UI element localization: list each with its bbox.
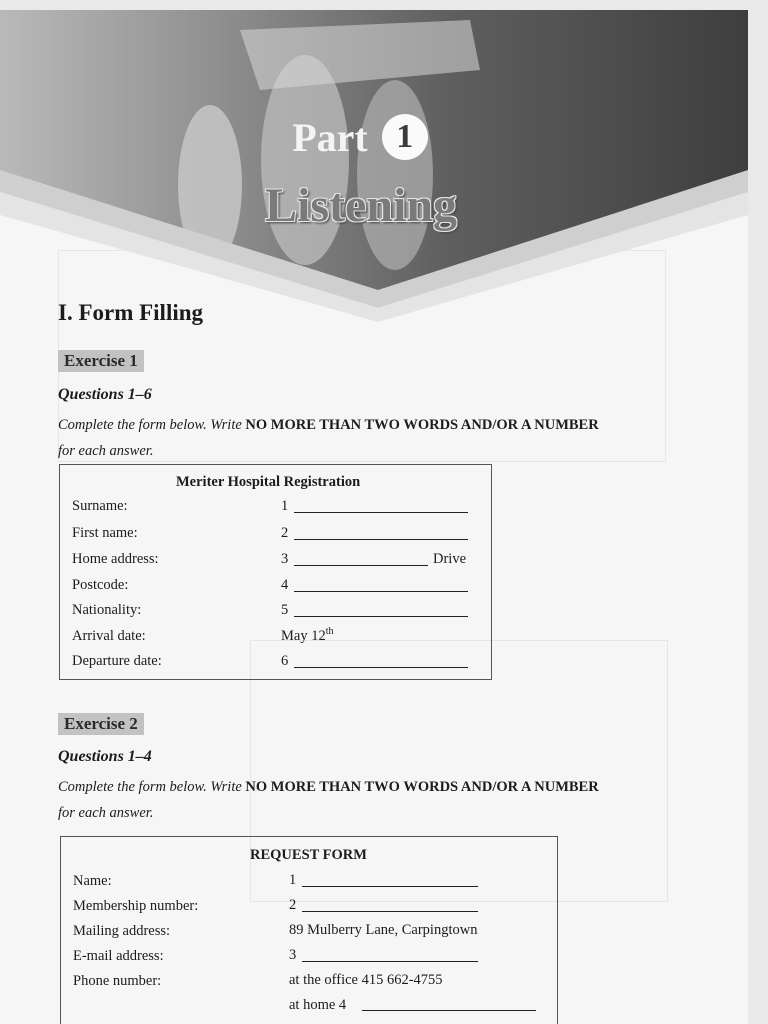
- textbook-page: [0, 10, 748, 1024]
- arrival-date-value: May 12th: [281, 626, 334, 644]
- instruction-tail: for each answer.: [58, 443, 154, 459]
- part-title: Listening: [264, 179, 458, 232]
- name-label: Name:: [73, 873, 112, 889]
- question-5-number: 5: [281, 602, 289, 618]
- mailing-address-value: 89 Mulberry Lane, Carpingtown: [289, 922, 478, 938]
- drive-suffix: Drive: [433, 551, 467, 567]
- section-heading: I. Form Filling: [58, 300, 204, 325]
- answer-1-blank[interactable]: [302, 886, 478, 887]
- instruction-lead: Complete the form below. Write: [58, 779, 246, 795]
- question-3-number: 3: [289, 947, 297, 963]
- question-3-number: 3: [281, 551, 289, 567]
- exercise-2-questions: Questions 1–4: [58, 748, 152, 765]
- first-name-label: First name:: [72, 525, 138, 541]
- hospital-registration-form: [59, 464, 492, 680]
- part-heading: [0, 114, 720, 161]
- banner-photo: [0, 10, 748, 330]
- answer-4-blank[interactable]: [294, 591, 468, 592]
- part-number-badge: 1: [382, 114, 428, 160]
- form-1-title: Meriter Hospital Registration: [176, 474, 361, 490]
- departure-date-label: Departure date:: [72, 653, 162, 669]
- answer-5-blank[interactable]: [294, 616, 468, 617]
- question-6-number: 6: [281, 653, 289, 669]
- nationality-label: Nationality:: [72, 602, 142, 618]
- arrival-date-label: Arrival date:: [72, 628, 146, 644]
- office-phone-value: at the office 415 662-4755: [289, 972, 443, 988]
- home-phone-prefix: at home 4: [289, 997, 347, 1013]
- answer-2-blank[interactable]: [294, 539, 468, 540]
- membership-number-label: Membership number:: [73, 898, 199, 914]
- question-2-number: 2: [281, 525, 289, 541]
- question-2-number: 2: [289, 897, 297, 913]
- part-word: Part: [292, 115, 368, 160]
- exercise-1-questions: Questions 1–6: [58, 386, 152, 403]
- answer-3-blank[interactable]: [302, 961, 478, 962]
- mailing-address-label: Mailing address:: [73, 923, 171, 939]
- question-1-number: 1: [289, 872, 297, 888]
- exercise-1-label: Exercise 1: [58, 350, 144, 372]
- question-1-number: 1: [281, 498, 289, 514]
- answer-3-blank[interactable]: [294, 565, 428, 566]
- instruction-lead: Complete the form below. Write: [58, 417, 246, 433]
- email-address-label: E-mail address:: [73, 948, 164, 964]
- home-address-label: Home address:: [72, 551, 159, 567]
- form-2-title: REQUEST FORM: [250, 847, 367, 863]
- exercise-2-instruction: [58, 774, 678, 826]
- answer-6-blank[interactable]: [294, 667, 468, 668]
- question-4-number: 4: [281, 577, 289, 593]
- answer-2-blank[interactable]: [302, 911, 478, 912]
- postcode-label: Postcode:: [72, 577, 129, 593]
- exercise-2-label: Exercise 2: [58, 713, 144, 735]
- exercise-1-instruction: [58, 412, 678, 464]
- answer-1-blank[interactable]: [294, 512, 468, 513]
- instruction-bold: NO MORE THAN TWO WORDS AND/OR A NUMBER: [245, 417, 599, 433]
- surname-label: Surname:: [72, 498, 128, 514]
- instruction-tail: for each answer.: [58, 805, 154, 821]
- phone-number-label: Phone number:: [73, 973, 162, 989]
- instruction-bold: NO MORE THAN TWO WORDS AND/OR A NUMBER: [245, 779, 599, 795]
- answer-4-blank[interactable]: [362, 1010, 536, 1011]
- part-banner: [0, 10, 748, 330]
